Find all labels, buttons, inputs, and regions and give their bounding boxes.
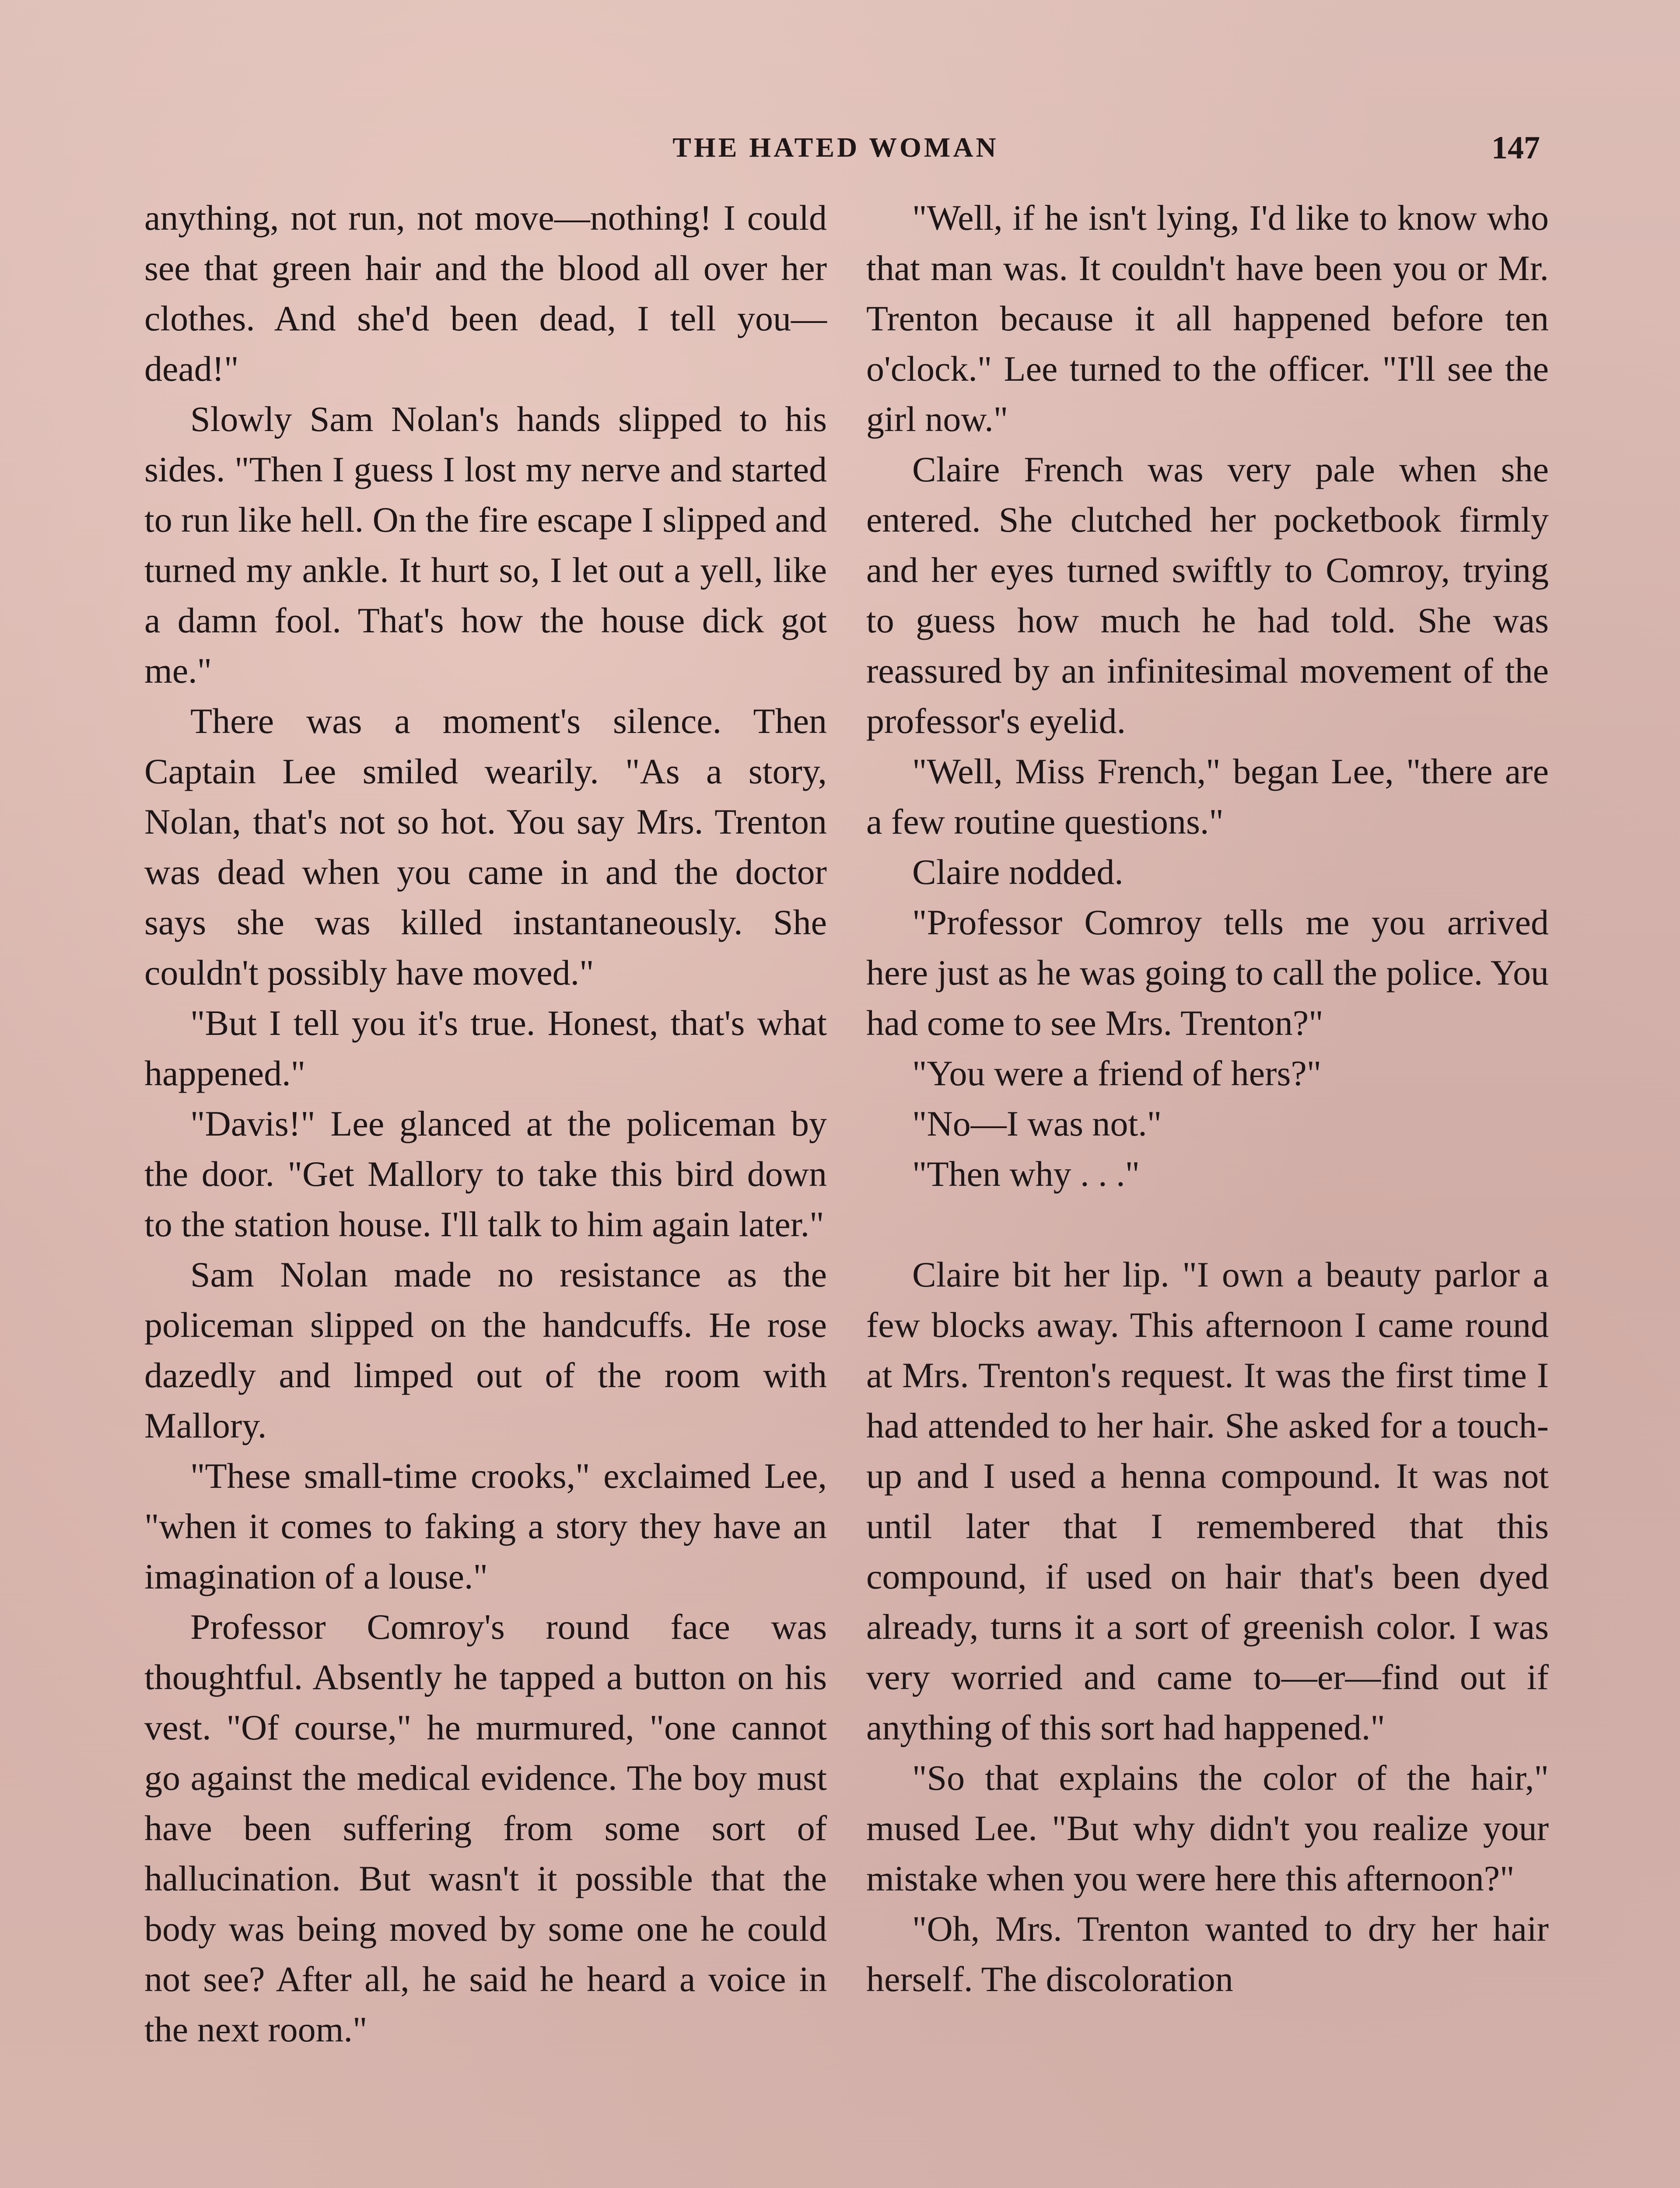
running-title: THE HATED WOMAN (672, 132, 999, 163)
paragraph: "Professor Comroy tells me you arrived here just as he was going to call the police. You had come to see Mrs. Trenton?" (866, 902, 1549, 1043)
paragraph: Slowly Sam Nolan's hands slipped to his sides. "Then I guess I lost my nerve and started to run like hell. On the fire escape I slipped and turned my ankle. It hurt so, I let out a yell, like a damn fool. That's how the house dick got me." (144, 399, 827, 691)
paragraph: Claire French was very pale when she entered. She clutched her pocketbook firmly and her eyes turned swiftly to Comroy, trying to guess how much he had told. She was reassured by an infinitesimal movement of the professor's eyelid. (866, 449, 1549, 741)
text-column-left (144, 193, 827, 2055)
paragraph: "These small-time crooks," exclaimed Lee, "when it comes to faking a story they have an imagination of a louse." (144, 1456, 827, 1596)
paragraph: There was a moment's silence. Then Captain Lee smiled wearily. "As a story, Nolan, that's not so hot. You say Mrs. Trenton was dead when you came in and the doctor says she was killed instantaneously. She couldn't possibly have moved." (144, 701, 827, 992)
paragraph: "Davis!" Lee glanced at the policeman by the door. "Get Mallory to take this bird down to the station house. I'll talk to him again later." (144, 1104, 827, 1244)
paragraph: "But I tell you it's true. Honest, that's what happened." (144, 1003, 827, 1093)
paragraph: "No—I was not." (912, 1104, 1162, 1143)
page-number: 147 (1491, 130, 1540, 166)
paragraph: Professor Comroy's round face was thoughtful. Absently he tapped a button on his vest. "Of course," he murmured, "one cannot go against the medical evidence. The boy must have been suffering from some sort of hallucination. But wasn't it possible that the body was being moved by some one he could not see? After all, he said he heard a voice in the next room." (144, 1607, 827, 2049)
paragraph: anything, not run, not move—nothing! I could see that green hair and the blood all over her clothes. And she'd been dead, I tell you—dead!" (144, 198, 827, 389)
paragraph: Claire bit her lip. "I own a beauty parlor a few blocks away. This afternoon I came round at Mrs. Trenton's request. It was the first time I had attended to her hair. She asked for a touch-up and I used a henna compound. It was not until later that I remembered that this compound, if used on hair that's been dyed already, turns it a sort of greenish color. I was very worried and came to—er—find out if anything of this sort had happened." (866, 1255, 1549, 1747)
paragraph: "Oh, Mrs. Trenton wanted to dry her hair herself. The discoloration (866, 1909, 1549, 1999)
paragraph: "Well, Miss French," began Lee, "there are a few routine questions." (866, 751, 1549, 842)
paragraph: "Well, if he isn't lying, I'd like to know who that man was. It couldn't have been you or Mr. Trenton because it all happened before ten o'clock." Lee turned to the officer. "I'll see the girl now." (866, 198, 1549, 439)
paragraph: "You were a friend of hers?" (912, 1053, 1322, 1093)
text-column-right (866, 193, 1549, 2004)
paragraph: "Then why . . ." (912, 1154, 1140, 1194)
paragraph: Sam Nolan made no resistance as the policeman slipped on the handcuffs. He rose dazedly and limped out of the room with Mallory. (144, 1255, 827, 1445)
paragraph: "So that explains the color of the hair," mused Lee. "But why didn't you realize your mistake when you were here this afternoon?" (866, 1758, 1549, 1898)
paragraph: Claire nodded. (912, 852, 1124, 892)
